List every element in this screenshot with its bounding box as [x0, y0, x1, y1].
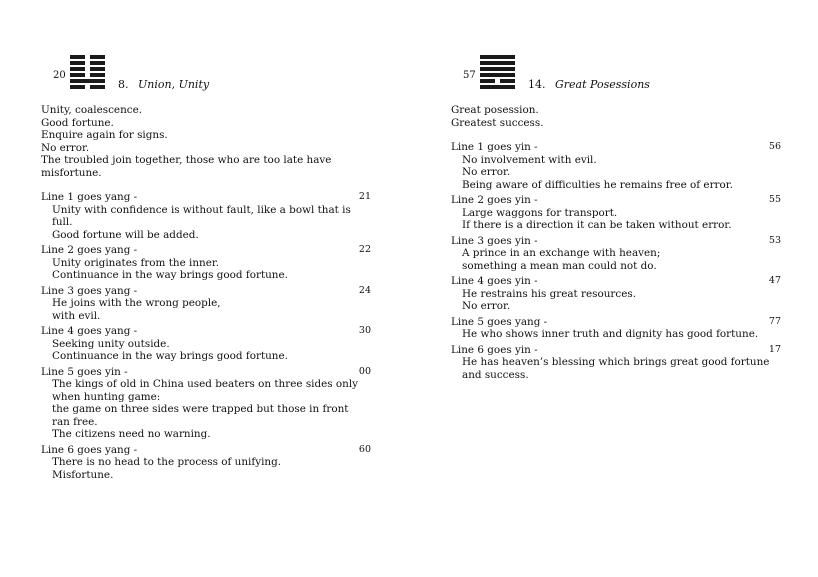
- hexagram-solid-line: [480, 85, 515, 89]
- judgement: [451, 104, 781, 129]
- line-text-row: There is no head to the process of unifying.: [52, 456, 282, 468]
- right-page-body: [451, 104, 781, 384]
- line-heading: Line 6 goes yin -: [451, 343, 538, 356]
- line-text-row: A prince in an exchange with heaven;: [462, 247, 661, 259]
- line-text: [41, 257, 371, 282]
- hexagram-name: Great Posessions: [555, 78, 650, 91]
- line-heading: Line 6 goes yang -: [41, 443, 138, 456]
- hexagram-solid-line: [480, 67, 515, 71]
- line-text-row: He restrains his great resources.: [462, 287, 637, 300]
- line-heading: Line 2 goes yin -: [451, 194, 538, 206]
- line-text: [451, 328, 781, 341]
- hexagram-solid-line: [480, 73, 515, 77]
- line-text-row: and success.: [462, 368, 529, 381]
- line-reference-number: 30: [358, 325, 371, 336]
- line-text-row: Seeking unity outside.: [52, 337, 170, 350]
- line-text-row: He joins with the wrong people,: [52, 297, 221, 309]
- changing-line: [41, 285, 371, 323]
- changing-line: [451, 344, 781, 382]
- line-text: [41, 338, 371, 363]
- line-text: [41, 456, 371, 481]
- line-heading: Line 1 goes yang -: [41, 191, 138, 203]
- left-page: [40, 0, 371, 481]
- line-text-row: when hunting game:: [52, 390, 161, 403]
- line-heading: Line 3 goes yang -: [41, 284, 138, 297]
- line-heading: Line 1 goes yin -: [451, 141, 538, 153]
- line-heading: Line 5 goes yang -: [451, 315, 548, 328]
- changing-lines: [41, 191, 371, 481]
- line-reference-number: 22: [358, 244, 371, 255]
- hexagram-broken-line: [70, 61, 85, 65]
- hexagram-broken-line: [90, 67, 105, 71]
- line-text-row: Being aware of difficulties he remains free of error.: [462, 178, 733, 191]
- changing-line: [451, 235, 781, 273]
- hexagram-broken-line: [70, 73, 85, 77]
- line-text: [451, 288, 781, 313]
- judgement-line: misfortune.: [41, 166, 102, 179]
- changing-line: [41, 444, 371, 482]
- line-text-row: No error.: [462, 166, 511, 178]
- judgement-line: No error.: [41, 141, 90, 154]
- hexagram-broken-line: [90, 55, 105, 59]
- changing-line: [41, 191, 371, 241]
- changing-line: [451, 316, 781, 341]
- hexagram-broken-line: [90, 73, 105, 77]
- line-text-row: Unity with confidence is without fault, like a bowl that is: [52, 203, 351, 216]
- line-heading: Line 2 goes yang -: [41, 244, 138, 256]
- line-text-row: Continuance in the way brings good fortune.: [52, 269, 288, 281]
- changing-line: [451, 275, 781, 313]
- line-text-row: the game on three sides were trapped but those in front: [52, 403, 349, 415]
- changing-line: [451, 194, 781, 232]
- changing-lines: [451, 141, 781, 381]
- judgement-line: Greatest success.: [451, 116, 544, 129]
- hexagram-broken-line: [90, 85, 105, 89]
- line-text-row: No involvement with evil.: [462, 153, 597, 166]
- judgement-line: Good fortune.: [41, 116, 114, 129]
- hexagram-title: [528, 78, 650, 91]
- hexagram-name: Union, Unity: [138, 78, 210, 91]
- judgement-line: Great posession.: [451, 104, 539, 116]
- hexagram-solid-line: [480, 55, 515, 59]
- line-text: [451, 356, 781, 381]
- line-reference-number: 60: [358, 443, 371, 455]
- line-text-row: Unity originates from the inner.: [52, 256, 220, 269]
- hexagram-broken-line: [480, 79, 495, 83]
- page-number: 20: [53, 70, 66, 81]
- line-reference-number: 21: [358, 191, 371, 202]
- line-text: [41, 204, 371, 242]
- line-reference-number: 56: [768, 141, 781, 152]
- hexagram-solid-line: [70, 79, 105, 83]
- line-heading: Line 5 goes yin -: [41, 365, 128, 378]
- hexagram-solid-line: [480, 61, 515, 65]
- line-text: [41, 297, 371, 322]
- left-page-body: [41, 104, 371, 484]
- hexagram-broken-line: [500, 79, 515, 83]
- hexagram-title: [118, 78, 209, 91]
- line-text-row: The citizens need no warning.: [52, 428, 211, 440]
- line-text-row: Large waggons for transport.: [462, 206, 618, 219]
- line-text-row: No error.: [462, 300, 511, 312]
- line-text: [41, 378, 371, 441]
- right-page: [450, 0, 781, 381]
- line-text: [451, 154, 781, 192]
- line-text: [451, 207, 781, 232]
- line-text-row: Continuance in the way brings good fortune.: [52, 350, 288, 362]
- line-heading: Line 3 goes yin -: [451, 234, 538, 247]
- changing-line: [41, 244, 371, 282]
- left-page-header: [40, 0, 370, 100]
- judgement-line: Enquire again for signs.: [41, 129, 168, 141]
- line-reference-number: 00: [358, 365, 371, 377]
- judgement-line: Unity, coalescence.: [41, 104, 143, 116]
- line-reference-number: 55: [768, 194, 781, 205]
- line-text-row: He who shows inner truth and dignity has good fortune.: [462, 328, 759, 340]
- hexagram-number: 14.: [528, 78, 546, 91]
- changing-line: [41, 325, 371, 363]
- hexagram-broken-line: [70, 55, 85, 59]
- judgement: [41, 104, 371, 179]
- line-text-row: If there is a direction it can be taken without error.: [462, 219, 732, 231]
- hexagram-broken-line: [90, 61, 105, 65]
- line-reference-number: 77: [768, 315, 781, 327]
- line-text-row: He has heaven’s blessing which brings great good fortune: [462, 356, 770, 368]
- line-text-row: something a mean man could not do.: [462, 259, 657, 272]
- line-reference-number: 47: [768, 275, 781, 286]
- line-text: [451, 247, 781, 272]
- hexagram-broken-line: [70, 85, 85, 89]
- line-text-row: Misfortune.: [52, 468, 114, 481]
- hexagram-number: 8.: [118, 78, 129, 91]
- line-text-row: The kings of old in China used beaters on three sides only: [52, 378, 359, 390]
- changing-line: [451, 141, 781, 191]
- line-reference-number: 53: [768, 234, 781, 246]
- line-heading: Line 4 goes yin -: [451, 275, 538, 287]
- right-page-header: [450, 0, 780, 100]
- line-text-row: with evil.: [52, 309, 101, 322]
- line-text-row: ran free.: [52, 415, 98, 428]
- line-reference-number: 24: [358, 284, 371, 296]
- line-reference-number: 17: [768, 343, 781, 355]
- hexagram-broken-line: [70, 67, 85, 71]
- line-text-row: full.: [52, 216, 73, 228]
- judgement-line: The troubled join together, those who are too late have: [41, 154, 332, 166]
- line-text-row: Good fortune will be added.: [52, 228, 199, 241]
- changing-line: [41, 366, 371, 441]
- page-number: 57: [463, 70, 476, 81]
- line-heading: Line 4 goes yang -: [41, 325, 138, 337]
